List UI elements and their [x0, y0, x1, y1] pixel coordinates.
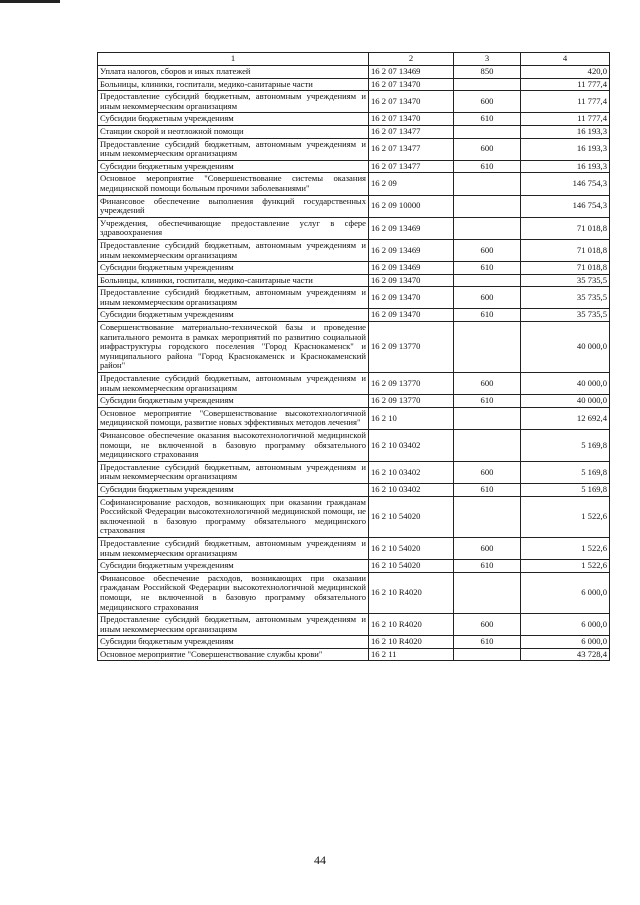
table-row	[98, 614, 610, 636]
row-name: Субсидии бюджетным учреждениям	[98, 483, 369, 496]
row-amount: 146 754,3	[521, 173, 610, 195]
row-type: 600	[454, 138, 521, 160]
row-name: Уплата налогов, сборов и иных платежей	[98, 66, 369, 79]
row-type: 600	[454, 373, 521, 395]
row-code: 16 2 10 R4020	[369, 614, 454, 636]
row-type	[454, 125, 521, 138]
table-row	[98, 430, 610, 462]
table-row	[98, 113, 610, 126]
row-code: 16 2 09 13470	[369, 287, 454, 309]
row-name: Субсидии бюджетным учреждениям	[98, 636, 369, 649]
row-type	[454, 195, 521, 217]
row-code: 16 2 09	[369, 173, 454, 195]
row-code: 16 2 07 13470	[369, 113, 454, 126]
row-code: 16 2 10 R4020	[369, 572, 454, 613]
row-name: Учреждения, обеспечивающие предоставление услуг в сфере здравоохранения	[98, 217, 369, 239]
row-code: 16 2 07 13469	[369, 66, 454, 79]
row-type	[454, 274, 521, 287]
row-code: 16 2 10 54020	[369, 496, 454, 537]
row-amount: 40 000,0	[521, 322, 610, 373]
table-row	[98, 78, 610, 91]
row-name: Предоставление субсидий бюджетным, автономным учреждениям и иным некоммерческим организациям	[98, 373, 369, 395]
row-amount: 16 193,3	[521, 125, 610, 138]
row-name: Субсидии бюджетным учреждениям	[98, 560, 369, 573]
row-type: 600	[454, 287, 521, 309]
row-amount: 11 777,4	[521, 91, 610, 113]
row-type: 850	[454, 66, 521, 79]
row-type: 600	[454, 461, 521, 483]
row-code: 16 2 07 13477	[369, 138, 454, 160]
row-code: 16 2 09 13469	[369, 262, 454, 275]
row-type	[454, 322, 521, 373]
row-name: Основное мероприятие "Совершенствование высокотехнологичной медицинской помощи, развитие новых эффективных методов лечения"	[98, 407, 369, 429]
row-amount: 6 000,0	[521, 572, 610, 613]
table-row	[98, 160, 610, 173]
row-code: 16 2 09 13469	[369, 217, 454, 239]
row-name: Субсидии бюджетным учреждениям	[98, 309, 369, 322]
row-name: Больницы, клиники, госпитали, медико-санитарные части	[98, 274, 369, 287]
table-row	[98, 309, 610, 322]
row-amount: 1 522,6	[521, 496, 610, 537]
row-amount: 5 169,8	[521, 483, 610, 496]
row-code: 16 2 07 13470	[369, 91, 454, 113]
row-code: 16 2 09 13770	[369, 395, 454, 408]
table-header-row	[98, 53, 610, 66]
row-name: Финансовое обеспечение оказания высокотехнологичной медицинской помощи, не включенной в базовую программу обязательного медицинского страхования	[98, 430, 369, 462]
row-amount: 40 000,0	[521, 373, 610, 395]
row-amount: 35 735,5	[521, 287, 610, 309]
row-type: 600	[454, 239, 521, 261]
row-type	[454, 496, 521, 537]
table-row	[98, 461, 610, 483]
row-name: Основное мероприятие "Совершенствование системы оказания медицинской помощи больным прочими заболеваниями"	[98, 173, 369, 195]
row-name: Совершенствование материально-технической базы и проведение капитального ремонта в рамках мероприятий по развитию социальной инфраструктуры городского поселения "Город Краснокаменск" и муниципального района "Город Краснокаменск и Краснокаменский район"	[98, 322, 369, 373]
table-row	[98, 66, 610, 79]
row-name: Больницы, клиники, госпитали, медико-санитарные части	[98, 78, 369, 91]
row-type: 610	[454, 309, 521, 322]
table-row	[98, 496, 610, 537]
row-type	[454, 173, 521, 195]
table-row	[98, 173, 610, 195]
row-name: Софинансирование расходов, возникающих при оказании гражданам Российской Федерации высокотехнологичной медицинской помощи, не включенной в базовую программу обязательного медицинского страхования	[98, 496, 369, 537]
top-edge-mark	[0, 0, 60, 3]
row-amount: 420,0	[521, 66, 610, 79]
row-amount: 35 735,5	[521, 274, 610, 287]
table-row	[98, 138, 610, 160]
row-code: 16 2 10	[369, 407, 454, 429]
row-code: 16 2 07 13477	[369, 125, 454, 138]
row-code: 16 2 09 13469	[369, 239, 454, 261]
row-code: 16 2 09 13770	[369, 373, 454, 395]
row-type: 600	[454, 614, 521, 636]
row-name: Предоставление субсидий бюджетным, автономным учреждениям и иным некоммерческим организациям	[98, 239, 369, 261]
row-type: 610	[454, 262, 521, 275]
row-code: 16 2 10 03402	[369, 483, 454, 496]
row-amount: 11 777,4	[521, 113, 610, 126]
row-amount: 16 193,3	[521, 138, 610, 160]
row-name: Основное мероприятие "Совершенствование службы крови"	[98, 648, 369, 661]
row-amount: 1 522,6	[521, 537, 610, 559]
row-code: 16 2 10 03402	[369, 461, 454, 483]
table-row	[98, 91, 610, 113]
row-amount: 40 000,0	[521, 395, 610, 408]
row-type: 610	[454, 395, 521, 408]
row-amount: 16 193,3	[521, 160, 610, 173]
row-name: Станции скорой и неотложной помощи	[98, 125, 369, 138]
row-code: 16 2 09 13470	[369, 274, 454, 287]
table-row	[98, 537, 610, 559]
row-name: Предоставление субсидий бюджетным, автономным учреждениям и иным некоммерческим организациям	[98, 461, 369, 483]
header-col-2: 2	[369, 53, 454, 66]
row-code: 16 2 09 13770	[369, 322, 454, 373]
table-body	[98, 66, 610, 661]
row-type	[454, 430, 521, 462]
row-amount: 5 169,8	[521, 430, 610, 462]
table-row	[98, 274, 610, 287]
row-type	[454, 217, 521, 239]
row-amount: 146 754,3	[521, 195, 610, 217]
page-number: 44	[314, 853, 326, 867]
row-type: 610	[454, 560, 521, 573]
table-row	[98, 636, 610, 649]
row-code: 16 2 11	[369, 648, 454, 661]
table-row	[98, 125, 610, 138]
row-amount: 6 000,0	[521, 636, 610, 649]
row-type	[454, 648, 521, 661]
row-type	[454, 572, 521, 613]
table-row	[98, 407, 610, 429]
row-code: 16 2 10 R4020	[369, 636, 454, 649]
row-code: 16 2 10 03402	[369, 430, 454, 462]
table-row	[98, 560, 610, 573]
row-type: 600	[454, 91, 521, 113]
row-name: Субсидии бюджетным учреждениям	[98, 395, 369, 408]
row-type	[454, 78, 521, 91]
row-amount: 43 728,4	[521, 648, 610, 661]
row-amount: 12 692,4	[521, 407, 610, 429]
row-type	[454, 407, 521, 429]
row-name: Субсидии бюджетным учреждениям	[98, 160, 369, 173]
row-amount: 71 018,8	[521, 239, 610, 261]
row-code: 16 2 09 10000	[369, 195, 454, 217]
row-name: Предоставление субсидий бюджетным, автономным учреждениям и иным некоммерческим организациям	[98, 91, 369, 113]
table-row	[98, 373, 610, 395]
table-row	[98, 195, 610, 217]
table-row	[98, 395, 610, 408]
row-name: Предоставление субсидий бюджетным, автономным учреждениям и иным некоммерческим организациям	[98, 537, 369, 559]
row-name: Финансовое обеспечение выполнения функций государственных учреждений	[98, 195, 369, 217]
table-row	[98, 287, 610, 309]
row-amount: 35 735,5	[521, 309, 610, 322]
row-name: Субсидии бюджетным учреждениям	[98, 113, 369, 126]
row-name: Субсидии бюджетным учреждениям	[98, 262, 369, 275]
header-col-4: 4	[521, 53, 610, 66]
table-row	[98, 483, 610, 496]
row-name: Предоставление субсидий бюджетным, автономным учреждениям и иным некоммерческим организациям	[98, 287, 369, 309]
row-amount: 1 522,6	[521, 560, 610, 573]
row-amount: 71 018,8	[521, 262, 610, 275]
row-amount: 71 018,8	[521, 217, 610, 239]
table-row	[98, 572, 610, 613]
header-col-1: 1	[98, 53, 369, 66]
row-code: 16 2 07 13477	[369, 160, 454, 173]
row-code: 16 2 10 54020	[369, 560, 454, 573]
row-type: 600	[454, 537, 521, 559]
row-amount: 11 777,4	[521, 78, 610, 91]
budget-table	[97, 52, 610, 661]
row-name: Предоставление субсидий бюджетным, автономным учреждениям и иным некоммерческим организациям	[98, 138, 369, 160]
table-row	[98, 262, 610, 275]
row-type: 610	[454, 483, 521, 496]
row-code: 16 2 09 13470	[369, 309, 454, 322]
row-code: 16 2 07 13470	[369, 78, 454, 91]
row-name: Предоставление субсидий бюджетным, автономным учреждениям и иным некоммерческим организациям	[98, 614, 369, 636]
row-type: 610	[454, 160, 521, 173]
row-amount: 5 169,8	[521, 461, 610, 483]
row-name: Финансовое обеспечение расходов, возникающих при оказании гражданам Российской Федерации высокотехнологичной медицинской помощи, не включенной в базовую программу обязательного медицинского страхования	[98, 572, 369, 613]
row-amount: 6 000,0	[521, 614, 610, 636]
row-type: 610	[454, 113, 521, 126]
table-row	[98, 648, 610, 661]
header-col-3: 3	[454, 53, 521, 66]
row-code: 16 2 10 54020	[369, 537, 454, 559]
table-row	[98, 239, 610, 261]
table-row	[98, 217, 610, 239]
table-row	[98, 322, 610, 373]
row-type: 610	[454, 636, 521, 649]
